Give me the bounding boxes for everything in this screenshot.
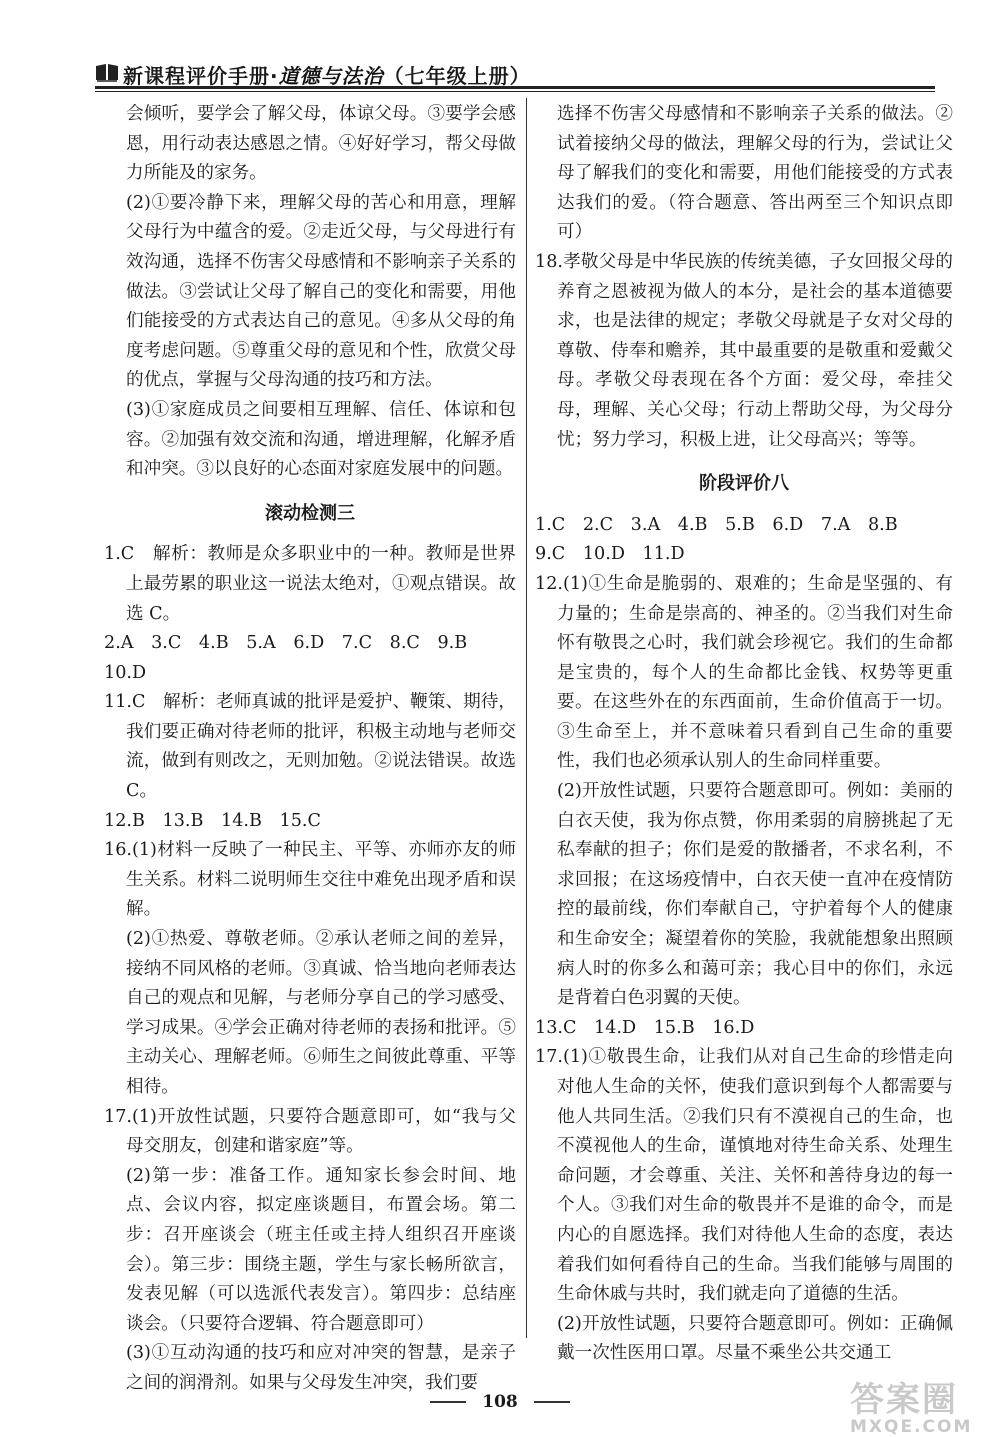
footer-ornament-right xyxy=(534,1401,570,1403)
section-heading: 阶段评价八 xyxy=(699,473,789,495)
answer-paragraph: (2)开放性试题，只要符合题意即可。例如：美丽的白衣天使，我为你点赞，你用柔弱的肩膀挑起了无私奉献的担子；你们是爱的散播者，不求名利，不求回报；在这场疫情中，白衣天使一直冲在疫情防控的最前线，你们奉献自己，守护着每个人的健康和生命安全；凝望着你的笑脸，我就能想象出照顾病人时的你多么和蔼可亲；我心目中的你们，永远是背着白色羽翼的天使。 xyxy=(557,781,953,1009)
book-logo-icon xyxy=(95,62,119,82)
column-divider xyxy=(526,98,527,1338)
answer-paragraph: (2)①要冷静下来，理解父母的苦心和用意，理解父母行为中蕴含的爱。②走近父母，与父母进行有效沟通，选择不伤害父母感情和不影响亲子关系的做法。③尝试让父母了解自己的变化和需要，用他们能接受的方式表达自己的意见。④多从父母的角度考虑问题。⑤尊重父母的意见和个性，欣赏父母的优点，掌握与父母沟通的技巧和方法。 xyxy=(126,192,516,391)
answer-paragraph: (3)①家庭成员之间要相互理解、信任、体谅和包容。②加强有效交流和沟通，增进理解，化解矛盾和冲突。③以良好的心态面对家庭发展中的问题。 xyxy=(126,399,516,480)
header-rule-thin xyxy=(95,91,935,92)
answer-paragraph: 11.C 解析：老师真诚的批评是爱护、鞭策、期待，我们要正确对待老师的批评，积极主动地与老师交流，做到有则改之，无则加勉。②说法错误。故选 C。 xyxy=(104,692,516,802)
answer-paragraph: 16.(1)材料一反映了一种民主、平等、亦师亦友的师生关系。材料二说明师生交往中难免出现矛盾和误解。 xyxy=(104,840,516,920)
answer-paragraph: 会倾听，要学会了解父母，体谅父母。③要学会感恩，用行动表达感恩之情。④好好学习，帮父母做力所能及的家务。 xyxy=(126,104,516,184)
answer-paragraph: (2)开放性试题，只要符合题意即可。例如：正确佩戴一次性医用口罩。尽量不乘坐公共交通工 xyxy=(557,1313,953,1364)
left-column xyxy=(104,100,516,1399)
header-title xyxy=(123,60,531,89)
page-number: 108 xyxy=(482,1392,518,1412)
answer-paragraph: 选择不伤害父母感情和不影响亲子关系的做法。②试着接纳父母的做法，理解父母的行为，尝试让父母了解我们的变化和需要，用他们能接受的方式表达我们的爱。（符合题意、答出两至三个知识点即可） xyxy=(557,104,953,243)
header-dot: · xyxy=(270,64,279,88)
header-rule xyxy=(95,86,935,89)
answer-paragraph: 2.A 3.C 4.B 5.A 6.D 7.C 8.C 9.B xyxy=(104,633,468,654)
answer-paragraph: 17.(1)开放性试题，只要符合题意即可，如“我与父母交朋友，创建和谐家庭”等。 xyxy=(104,1106,516,1157)
answer-paragraph: (2)第一步：准备工作。通知家长参会时间、地点、会议内容，拟定座谈题目，布置会场。第二步：召开座谈会（班主任或主持人组织召开座谈会）。第三步：围绕主题，学生与家长畅所欲言，发表见解（可以选派代表发言）。第四步：总结座谈会。（只要符合逻辑、符合题意即可） xyxy=(126,1165,516,1334)
watermark xyxy=(850,1372,972,1437)
header-grade: （七年级上册） xyxy=(383,64,531,88)
right-column xyxy=(535,100,953,1369)
answer-paragraph: 12.(1)①生命是脆弱的、艰难的；生命是坚强的、有力量的；生命是崇高的、神圣的。②当我们对生命怀有敬畏之心时，我们就会珍视它。我们的生命都是宝贵的，每个人的生命都比金钱、权势等更重要。在这些外在的东西面前，生命价值高于一切。③生命至上，并不意味着只看到自己生命的重要性，我们也必须承认别人的生命同样重要。 xyxy=(535,573,953,772)
answer-paragraph: 13.C 14.D 15.B 16.D xyxy=(535,1017,755,1038)
header-book-title: 新课程评价手册 xyxy=(123,64,270,88)
answer-paragraph: (2)①热爱、尊敬老师。②承认老师之间的差异，接纳不同风格的老师。③真诚、恰当地向老师表达自己的观点和见解，与老师分享自己的学习感受、学习成果。④学会正确对待老师的表扬和批评。⑤主动关心、理解老师。⑥师生之间彼此尊重、平等相待。 xyxy=(126,929,516,1097)
answer-paragraph: 1.C 解析：教师是众多职业中的一种。教师是世界上最劳累的职业这一说法太绝对，①观点错误。故选 C。 xyxy=(104,544,516,624)
section-heading: 滚动检测三 xyxy=(265,502,355,524)
answer-paragraph: 1.C 2.C 3.A 4.B 5.B 6.D 7.A 8.B xyxy=(535,514,898,535)
answer-paragraph: 10.D xyxy=(104,662,147,683)
page-header xyxy=(95,58,935,88)
watermark-url: MXQE.COM xyxy=(850,1417,973,1437)
answer-paragraph: (3)①互动沟通的技巧和应对冲突的智慧，是亲子之间的润滑剂。如果与父母发生冲突，我们要 xyxy=(126,1343,516,1393)
answer-paragraph: 18.孝敬父母是中华民族的传统美德，子女回报父母的养育之恩被视为做人的本分，是社会的基本道德要求，也是法律的规定；孝敬父母就是子女对父母的尊敬、侍奉和赡养，其中最重要的是敬重和爱戴父母。孝敬父母表现在各个方面：爱父母，牵挂父母，理解、关心父母；行动上帮助父母，为父母分忧；努力学习，积极上进，让父母高兴；等等。 xyxy=(535,251,953,450)
answer-paragraph: 12.B 13.B 14.B 15.C xyxy=(104,810,321,831)
header-brand: 道德与法治 xyxy=(278,64,384,88)
watermark-text: 答案圈 xyxy=(850,1380,958,1420)
answer-paragraph: 17.(1)①敬畏生命，让我们从对自己生命的珍惜走向对他人生命的关怀，使我们意识到每个人都需要与他人共同生活。②我们只有不漠视自己的生命，也不漠视他人的生命，谨慎地对待生命关系、处理生命问题，才会尊重、关注、关怀和善待身边的每一个人。③我们对生命的敬畏并不是谁的命令，而是内心的自愿选择。我们对待他人生命的态度，表达着我们如何看待自己的生命。当我们能够与周围的生命休戚与共时，我们就走向了道德的生活。 xyxy=(535,1047,953,1305)
answer-paragraph: 9.C 10.D 11.D xyxy=(535,544,685,565)
